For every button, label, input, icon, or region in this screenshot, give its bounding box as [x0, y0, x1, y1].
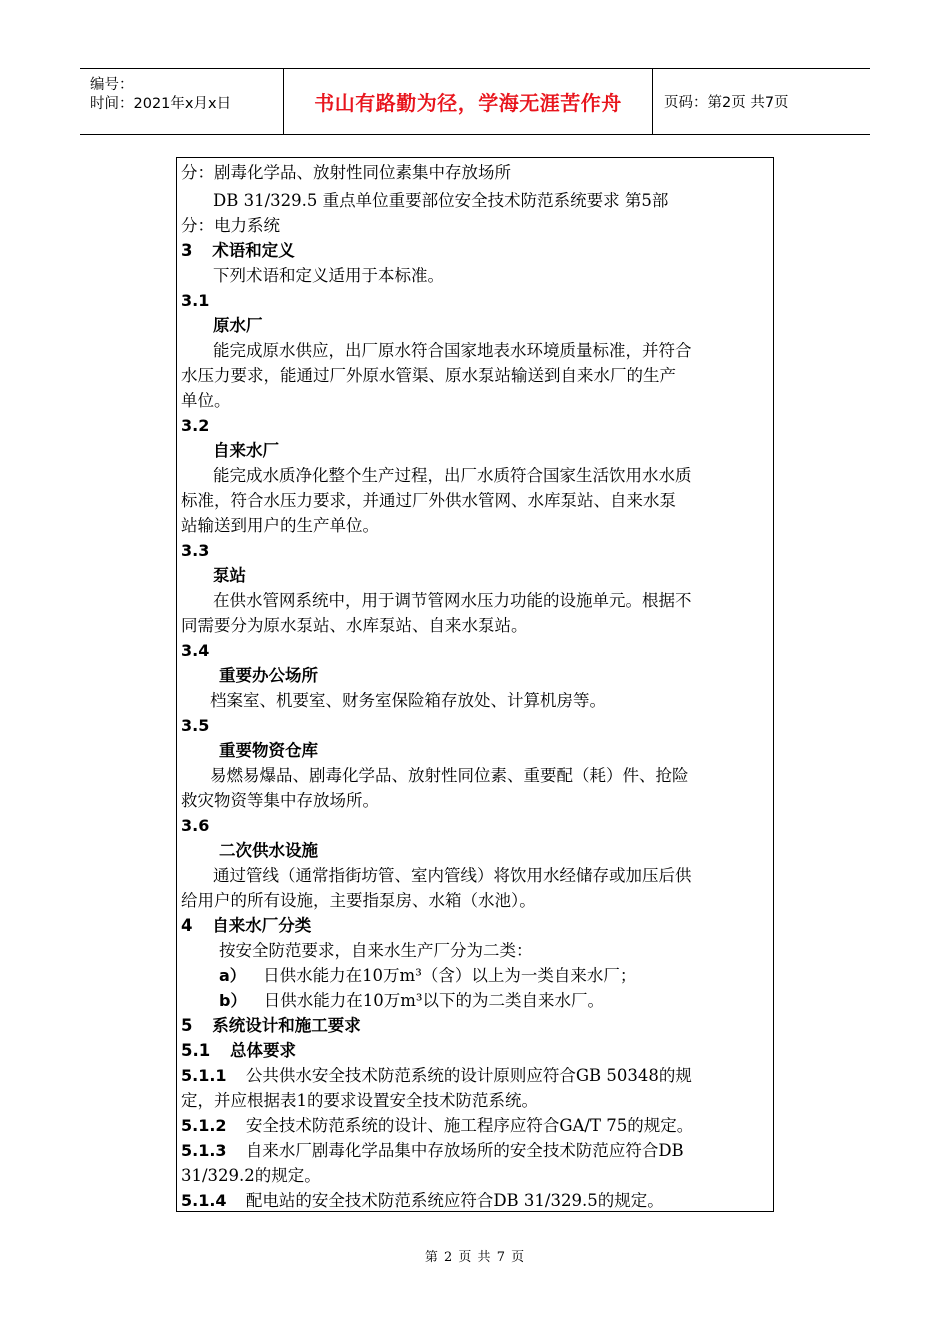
clause-number: 3.4: [181, 641, 210, 660]
text-line: 分：电力系统: [181, 216, 280, 235]
text-line: 能完成原水供应，出厂原水符合国家地表水环境质量标准，并符合: [213, 341, 692, 360]
text-line: 给用户的所有设施，主要指泵房、水箱（水池）。: [181, 891, 536, 910]
list-item: [219, 964, 636, 988]
term-title: 重要办公场所: [219, 666, 318, 685]
list-marker: b）: [219, 991, 247, 1010]
text-line: 31/329.2的规定。: [181, 1166, 321, 1185]
list-marker: a）: [219, 966, 246, 985]
clause-number: 5.1.4: [181, 1191, 227, 1210]
text-line: 同需要分为原水泵站、水库泵站、自来水泵站。: [181, 616, 528, 635]
section-number: 5.1: [181, 1041, 211, 1060]
clause-text: 配电站的安全技术防范系统应符合DB 31/329.5的规定。: [245, 1191, 664, 1210]
section-title: 总体要求: [229, 1041, 296, 1060]
section-title: 自来水厂分类: [212, 916, 312, 935]
text-line: 定，并应根据表1的要求设置安全技术防范系统。: [181, 1091, 538, 1110]
clause-number: 3.5: [181, 716, 210, 735]
clause-number: 3.3: [181, 541, 210, 560]
clause-number: 5.1.3: [181, 1141, 227, 1160]
page-header: [80, 68, 870, 135]
header-meta-cell: [80, 69, 283, 134]
clause-line: [181, 1189, 664, 1213]
text-line: 分：剧毒化学品、放射性同位素集中存放场所: [181, 163, 511, 182]
section-heading: [181, 1014, 361, 1038]
clause-line: [181, 1064, 692, 1088]
term-title: 泵站: [213, 566, 246, 585]
text-line: 易燃易爆品、剧毒化学品、放射性同位素、重要配（耗）件、抢险: [210, 766, 689, 785]
list-text: 日供水能力在10万m³以下的为二类自来水厂。: [263, 991, 604, 1010]
section-title: 术语和定义: [212, 241, 295, 260]
clause-number: 3.6: [181, 816, 210, 835]
clause-text: 安全技术防范系统的设计、施工程序应符合GA/T 75的规定。: [245, 1116, 694, 1135]
text-line: 按安全防范要求，自来水生产厂分为二类：: [219, 941, 533, 960]
text-line: 能完成水质净化整个生产过程，出厂水质符合国家生活饮用水水质: [213, 466, 692, 485]
term-title: 重要物资仓库: [219, 741, 318, 760]
content-box: [176, 157, 774, 1212]
page-footer: 第 2 页 共 7 页: [424, 1250, 526, 1265]
subsection-heading: [181, 1039, 296, 1063]
section-number: 5: [181, 1016, 193, 1035]
page-info: 页码：第2页 共7页: [664, 95, 789, 111]
term-title: 二次供水设施: [219, 841, 318, 860]
section-number: 4: [181, 916, 193, 935]
clause-number: 5.1.1: [181, 1066, 227, 1085]
clause-number: 3.2: [181, 416, 210, 435]
date-label: 时间：2021年x月x日: [90, 96, 232, 112]
text-line: 下列术语和定义适用于本标准。: [213, 266, 444, 285]
text-line: 水压力要求，能通过厂外原水管渠、原水泵站输送到自来水厂的生产: [181, 366, 676, 385]
clause-text: 公共供水安全技术防范系统的设计原则应符合GB 50348的规: [245, 1066, 692, 1085]
list-text: 日供水能力在10万m³（含）以上为一类自来水厂；: [263, 966, 637, 985]
clause-number: 5.1.2: [181, 1116, 227, 1135]
section-title: 系统设计和施工要求: [212, 1016, 361, 1035]
header-motto-cell: [283, 69, 653, 134]
clause-number: 3.1: [181, 291, 210, 310]
text-line: 标准，符合水压力要求，并通过厂外供水管网、水库泵站、自来水泵: [181, 491, 676, 510]
clause-text: 自来水厂剧毒化学品集中存放场所的安全技术防范应符合DB: [245, 1141, 684, 1160]
text-line: 通过管线（通常指街坊管、室内管线）将饮用水经储存或加压后供: [213, 866, 692, 885]
section-heading: [181, 914, 311, 938]
text-line: 站输送到用户的生产单位。: [181, 516, 379, 535]
text-line: 救灾物资等集中存放场所。: [181, 791, 379, 810]
list-item: [219, 989, 604, 1013]
section-number: 3: [181, 241, 193, 260]
text-line: 档案室、机要室、财务室保险箱存放处、计算机房等。: [210, 691, 606, 710]
header-page-cell: [654, 69, 870, 134]
section-heading: [181, 239, 295, 263]
text-line: DB 31/329.5 重点单位重要部位安全技术防范系统要求 第5部: [213, 191, 669, 210]
clause-line: [181, 1114, 693, 1138]
motto-text: 书山有路勤为径，学海无涯苦作舟: [314, 91, 622, 115]
clause-line: [181, 1139, 684, 1163]
text-line: 在供水管网系统中，用于调节管网水压力功能的设施单元。根据不: [213, 591, 692, 610]
text-line: 单位。: [181, 391, 231, 410]
serial-label: 编号：: [90, 77, 134, 93]
term-title: 自来水厂: [213, 441, 279, 460]
term-title: 原水厂: [213, 316, 263, 335]
